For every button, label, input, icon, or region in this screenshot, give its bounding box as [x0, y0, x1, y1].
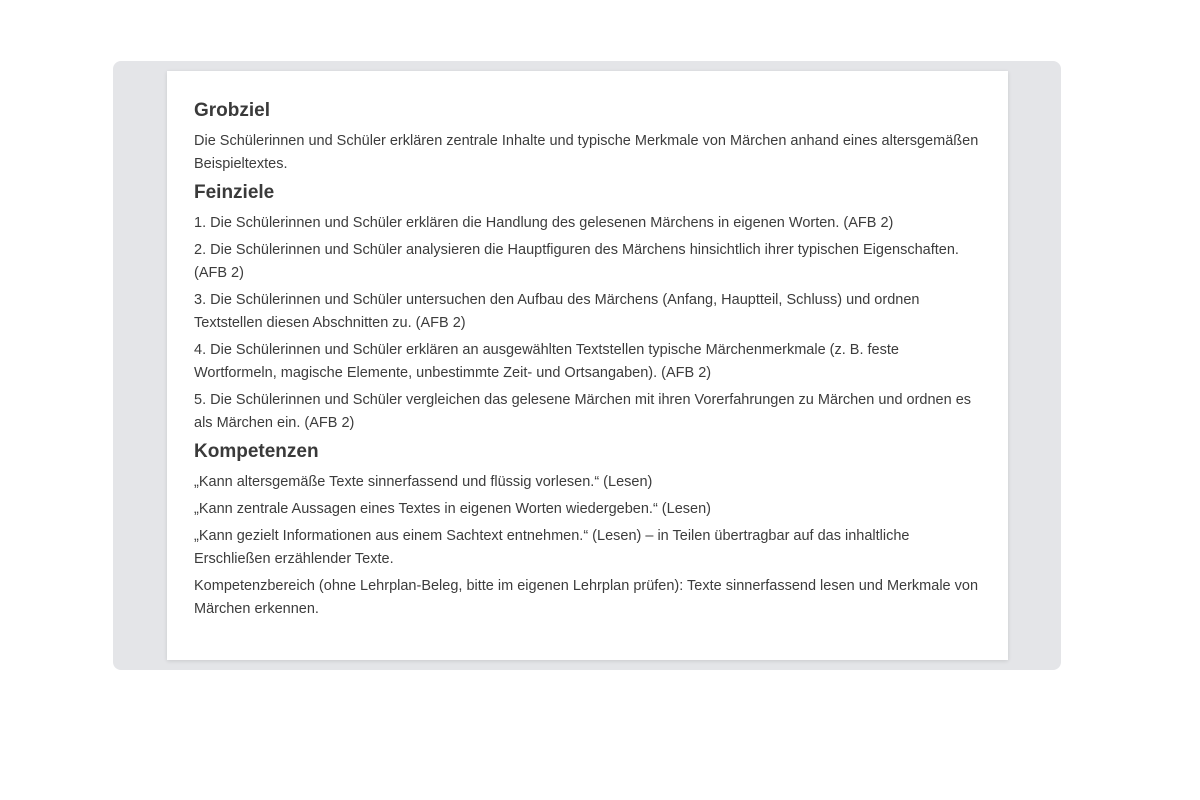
- feinziel-item: 3. Die Schülerinnen und Schüler untersuchen den Aufbau des Märchens (Anfang, Hauptteil, Schluss) und ordnen Textstellen diesen Abschnitten zu. (AFB 2): [194, 292, 920, 331]
- kompetenz-item: „Kann zentrale Aussagen eines Textes in eigenen Worten wiedergeben.“ (Lesen): [194, 501, 711, 517]
- kompetenzen-heading: Kompetenzen: [194, 441, 319, 462]
- kompetenz-item: „Kann altersgemäße Texte sinnerfassend und flüssig vorlesen.“ (Lesen): [194, 474, 653, 490]
- grobziel-section: [194, 98, 981, 176]
- feinziel-item: 5. Die Schülerinnen und Schüler vergleichen das gelesene Märchen mit ihren Vorerfahrungen zu Märchen und ordnen es als Märchen ein. (AFB 2): [194, 392, 972, 431]
- kompetenz-item: „Kann gezielt Informationen aus einem Sachtext entnehmen.“ (Lesen) – in Teilen übertragbar auf das inhaltliche Erschließen erzählender Texte.: [194, 528, 910, 567]
- kompetenz-item: Kompetenzbereich (ohne Lehrplan-Beleg, bitte im eigenen Lehrplan prüfen): Texte sinnerfassend lesen und Merkmale von Märchen erkennen.: [194, 578, 979, 617]
- feinziel-item: 1. Die Schülerinnen und Schüler erklären die Handlung des gelesenen Märchens in eigenen Worten. (AFB 2): [194, 215, 894, 231]
- feinziele-section: [194, 180, 981, 435]
- document-page: [167, 71, 1008, 660]
- grobziel-text: Die Schülerinnen und Schüler erklären zentrale Inhalte und typische Merkmale von Märchen anhand eines altersgemäßen Beispieltextes.: [194, 133, 979, 172]
- feinziel-item: 4. Die Schülerinnen und Schüler erklären an ausgewählten Textstellen typische Märchenmerkmale (z. B. feste Wortformeln, magische Elemente, unbestimmte Zeit- und Ortsangaben). (AFB 2): [194, 342, 899, 381]
- feinziel-item: 2. Die Schülerinnen und Schüler analysieren die Hauptfiguren des Märchens hinsichtlich ihrer typischen Eigenschaften. (AFB 2): [194, 242, 959, 281]
- feinziele-heading: Feinziele: [194, 182, 275, 203]
- kompetenzen-section: [194, 439, 981, 621]
- grobziel-heading: Grobziel: [194, 100, 271, 121]
- document-frame: [113, 61, 1061, 670]
